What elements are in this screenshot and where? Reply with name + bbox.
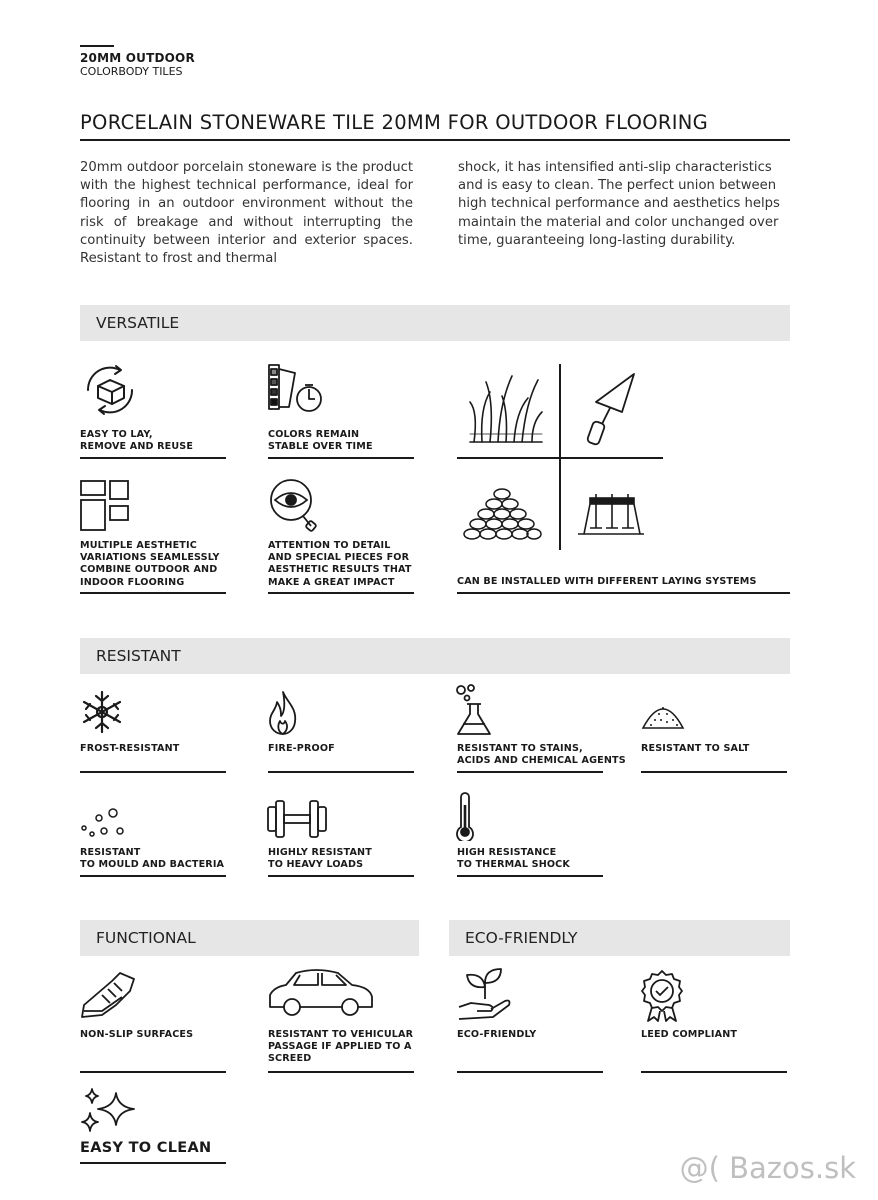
shoe-icon bbox=[78, 971, 138, 1021]
item-underline bbox=[268, 771, 414, 773]
item-underline bbox=[457, 592, 790, 594]
page-title: PORCELAIN STONEWARE TILE 20MM FOR OUTDOOR FLOORING bbox=[80, 111, 709, 134]
label-easy-to-clean: EASY TO CLEAN bbox=[80, 1140, 212, 1156]
bacteria-icon bbox=[78, 806, 126, 838]
item-underline bbox=[80, 592, 226, 594]
watermark: @( Bazos.sk bbox=[679, 1151, 856, 1185]
item-underline bbox=[641, 1071, 787, 1073]
item-underline bbox=[80, 875, 226, 877]
badge-check-icon bbox=[640, 969, 684, 1023]
brand-line-2: COLORBODY TILES bbox=[80, 65, 183, 78]
item-underline bbox=[268, 457, 414, 459]
item-underline bbox=[80, 1071, 226, 1073]
section-title: RESISTANT bbox=[96, 647, 181, 665]
intro-column-2: shock, it has intensified anti-slip characteristics and is easy to clean. The perfect union between high technical performance and aesthetics helps maintain the material and color unchanged over time, guaranteeing long-lasting durability. bbox=[458, 160, 780, 248]
trowel-icon bbox=[582, 372, 638, 448]
section-title: ECO-FRIENDLY bbox=[465, 929, 578, 947]
thermometer-icon bbox=[455, 791, 475, 841]
item-underline bbox=[268, 592, 414, 594]
label-heavy-loads: HIGHLY RESISTANT TO HEAVY LOADS bbox=[268, 847, 372, 871]
car-icon bbox=[266, 967, 376, 1019]
brand-line-1: 20MM OUTDOOR bbox=[80, 51, 195, 65]
item-underline bbox=[268, 1071, 414, 1073]
dumbbell-icon bbox=[266, 799, 328, 839]
label-stains: RESISTANT TO STAINS, ACIDS AND CHEMICAL AGENTS bbox=[457, 743, 626, 767]
intro-column-1: 20mm outdoor porcelain stoneware is the product with the highest technical performance, ideal for flooring in an outdoor environment without the risk of breakage and without interrupting the continuity between interior and exterior spaces. Resistant to frost and thermal bbox=[80, 160, 413, 267]
label-leed: LEED COMPLIANT bbox=[641, 1029, 738, 1040]
label-multiple-aesthetic: MULTIPLE AESTHETIC VARIATIONS SEAMLESSLY COMBINE OUTDOOR AND INDOOR FLOORING bbox=[80, 540, 220, 588]
item-underline bbox=[80, 1162, 226, 1164]
stones-icon bbox=[462, 486, 542, 542]
flame-icon bbox=[267, 690, 299, 736]
label-salt: RESISTANT TO SALT bbox=[641, 743, 750, 754]
section-header-versatile bbox=[80, 305, 790, 341]
label-colors-stable: COLORS REMAIN STABLE OVER TIME bbox=[268, 429, 373, 453]
eye-magnifier-icon bbox=[267, 478, 319, 534]
grid-divider-horizontal bbox=[457, 457, 663, 459]
section-header-resistant bbox=[80, 638, 790, 674]
recycle-box-icon bbox=[80, 362, 140, 418]
plant-hand-icon bbox=[455, 967, 513, 1023]
sparkle-icon bbox=[80, 1087, 140, 1137]
item-underline bbox=[268, 875, 414, 877]
label-thermal-shock: HIGH RESISTANCE TO THERMAL SHOCK bbox=[457, 847, 570, 871]
label-frost: FROST-RESISTANT bbox=[80, 743, 180, 754]
snowflake-icon bbox=[80, 690, 124, 734]
color-swatch-timer-icon bbox=[267, 363, 327, 415]
section-title: FUNCTIONAL bbox=[96, 929, 196, 947]
flask-icon bbox=[455, 684, 497, 740]
label-attention-detail: ATTENTION TO DETAIL AND SPECIAL PIECES FOR AESTHETIC RESULTS THAT MAKE A GREAT IMPACT bbox=[268, 540, 412, 588]
salt-pile-icon bbox=[641, 696, 685, 730]
section-header-eco bbox=[449, 920, 790, 956]
laying-systems-icon bbox=[468, 372, 544, 444]
raised-floor-icon bbox=[576, 490, 646, 536]
tile-layout-icon bbox=[80, 480, 130, 532]
label-easy-to-lay: EASY TO LAY, REMOVE AND REUSE bbox=[80, 429, 194, 453]
section-title: VERSATILE bbox=[96, 314, 180, 332]
label-mould: RESISTANT TO MOULD AND BACTERIA bbox=[80, 847, 225, 871]
label-fire: FIRE-PROOF bbox=[268, 743, 335, 754]
item-underline bbox=[80, 771, 226, 773]
item-underline bbox=[457, 771, 603, 773]
section-header-functional bbox=[80, 920, 419, 956]
item-underline bbox=[457, 875, 603, 877]
brand-mark-bar bbox=[80, 45, 114, 47]
item-underline bbox=[457, 1071, 603, 1073]
item-underline bbox=[80, 457, 226, 459]
item-underline bbox=[641, 771, 787, 773]
title-divider bbox=[80, 139, 790, 141]
label-eco-friendly: ECO-FRIENDLY bbox=[457, 1029, 537, 1040]
label-non-slip: NON-SLIP SURFACES bbox=[80, 1029, 194, 1040]
label-laying-systems: CAN BE INSTALLED WITH DIFFERENT LAYING SYSTEMS bbox=[457, 576, 757, 587]
label-vehicular: RESISTANT TO VEHICULAR PASSAGE IF APPLIED TO A SCREED bbox=[268, 1029, 414, 1065]
